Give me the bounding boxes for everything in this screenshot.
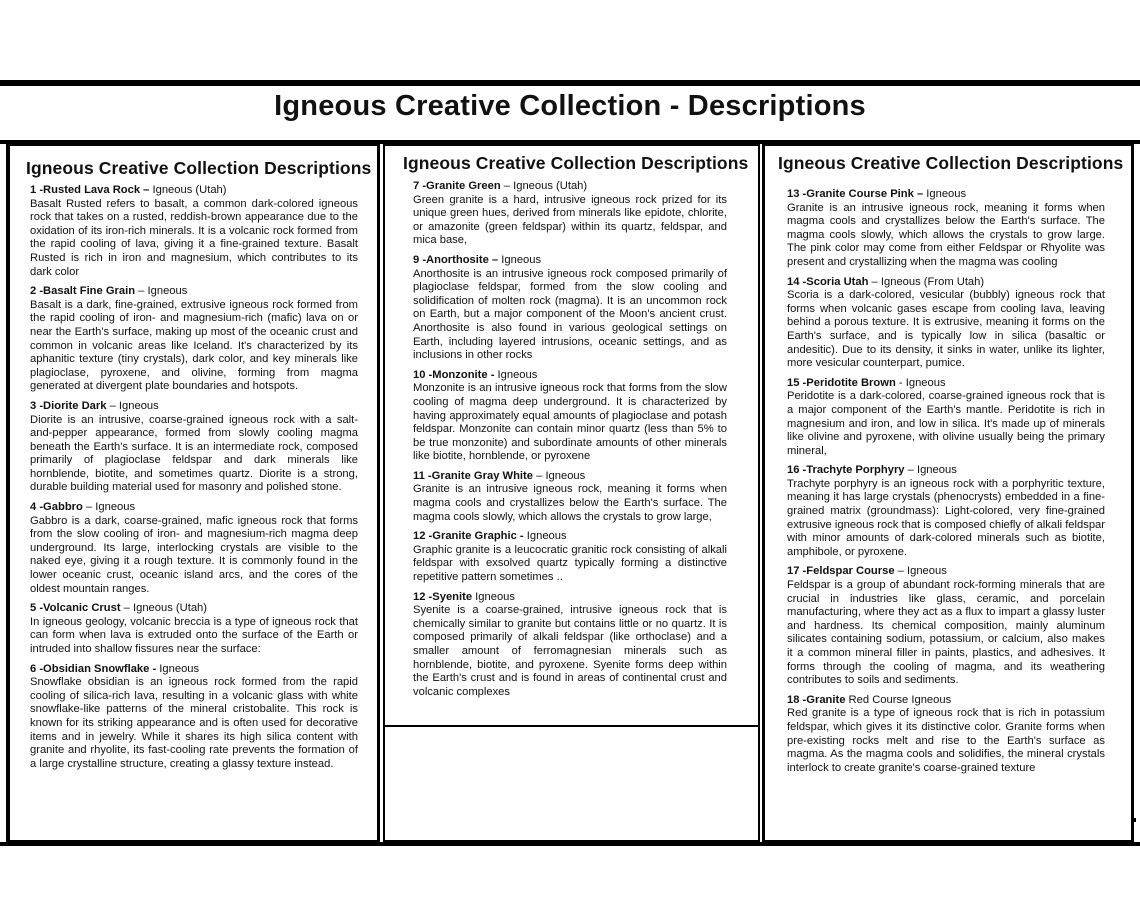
rock-entry — [787, 188, 1105, 270]
rock-description: In igneous geology, volcanic breccia is a type of igneous rock that can form when lava is extruded onto the surface of the Earth or intruded into shallow fissures near the surface: — [30, 615, 358, 655]
rock-name: 12 -Granite Graphic - — [413, 530, 524, 543]
rock-entry — [787, 694, 1105, 776]
rock-description: Gabbro is a dark, coarse-grained, mafic igneous rock that forms from the slow cooling of iron- and magnesium-rich magma deep underground. Its large, interlocking crystals are visible to the naked eye, giving it a rough texture. It is commonly found in the lower oceanic crust, oceanic island arcs, and the cores of the oldest mountain ranges. — [30, 514, 358, 595]
rock-name: 12 -Syenite — [413, 590, 473, 603]
rock-name: 6 -Obsidian Snowflake - — [30, 662, 157, 675]
rock-name: 14 -Scoria Utah — [787, 275, 869, 288]
entry-heading — [413, 591, 727, 605]
rock-description: Snowflake obsidian is an igneous rock formed from the rapid cooling of silica-rich lava, resulting in a volcanic glass with white snowflake-like patterns of the mineral cristobalite. This rock is known for its striking appearance and is often used for decorative items and in jewelry. While it shares its high silica content with granite and rhyolite, its fast-cooling rate prevents the formation of a large crystalline structure, creating a glassy texture instead. — [30, 676, 358, 770]
rock-origin: – Igneous — [904, 464, 957, 477]
rock-name: 5 -Volcanic Crust — [30, 602, 121, 615]
rock-entry — [787, 276, 1105, 371]
rock-origin: Igneous — [523, 530, 567, 543]
rock-description: Peridotite is a dark-colored, coarse-grained igneous rock that is a major component of the Earth's mantle. Peridotite is rich in magnesium and iron, and low in silica. It's made up of minerals like olivine and pyroxene, with olivine usually being the primary mineral, — [787, 390, 1105, 457]
entry-heading — [30, 285, 358, 299]
rock-origin: – Igneous (Utah) — [120, 602, 208, 615]
rock-description: Basalt Rusted refers to basalt, a common dark-colored igneous rock that takes on a rusted, reddish-brown appearance due to the oxidation of its iron-rich minerals. It is a volcanic rock formed from the rapid cooling of lava, giving it a fine-grained texture. Basalt Rusted is rich in iron and magnesium, which contributes to its dark color — [30, 197, 358, 278]
entry-heading — [30, 501, 358, 515]
top-rule — [0, 80, 1140, 86]
rock-entry — [787, 464, 1105, 559]
rock-entry — [413, 369, 727, 464]
entry-heading — [413, 369, 727, 383]
rock-name: 2 -Basalt Fine Grain — [30, 285, 136, 298]
entry-heading — [413, 530, 727, 544]
rock-name: 7 -Granite Green — [413, 180, 501, 192]
rock-name: 9 -Anorthosite – — [413, 253, 499, 266]
rock-name: 17 -Feldspar Course — [787, 565, 895, 578]
rock-origin: Red Course Igneous — [845, 693, 952, 706]
rock-entry — [413, 254, 727, 363]
rock-origin: Igneous — [156, 662, 200, 675]
entry-list — [413, 180, 727, 705]
rock-entry — [30, 285, 358, 394]
entry-heading — [787, 565, 1105, 579]
rock-description: Scoria is a dark-colored, vesicular (bubbly) igneous rock that forms when volcanic gases escape from cooling lava, leaving behind a porous texture. It is extrusive, meaning it forms on the Earth's surface, and is typically low in silica (basaltic or andesitic). Due to its density, it sinks in water, unlike its lighter, more vesicular counterpart, pumice. — [787, 289, 1105, 370]
rock-origin: - Igneous — [895, 376, 946, 389]
entry-heading — [413, 254, 727, 268]
rock-entry — [787, 377, 1105, 459]
rock-description: Syenite is a coarse-grained, intrusive igneous rock that is chemically similar to granite but contains little or no quartz. It is composed primarily of alkali feldspar (like orthoclase) and a smaller amount of ferromagnesian minerals such as hornblende, biotite, and pyroxene. Syenite forms deep within the Earth's crust and is found in areas of continental crust and volcanic complexes — [413, 604, 727, 698]
rock-entry — [30, 501, 358, 596]
rock-origin: – Igneous (From Utah) — [868, 275, 985, 288]
rock-origin: – Igneous — [82, 501, 136, 514]
entry-heading — [30, 602, 358, 616]
rock-description: Trachyte porphyry is an igneous rock with a porphyritic texture, meaning it has large crystals (phenocrysts) embedded in a fine-grained matrix (groundmass): Light-colored, very fine-grained extrusive igneous rock that is composed chiefly of alkali feldspar with minor amounts of dark-colored minerals such as biotite, amphibole, or pyroxene. — [787, 477, 1105, 558]
entry-heading — [30, 663, 358, 677]
rock-entry — [413, 470, 727, 524]
rock-name: 3 -Diorite Dark — [30, 399, 107, 412]
column-2-empty-box — [383, 727, 760, 842]
entry-heading — [787, 464, 1105, 478]
rock-entry — [30, 400, 358, 495]
rock-origin: Igneous — [472, 590, 515, 603]
rock-origin: – Igneous — [135, 285, 188, 298]
rock-name: 16 -Trachyte Porphyry — [787, 464, 905, 477]
entry-heading — [413, 470, 727, 484]
column-3 — [762, 144, 1134, 842]
rock-origin: Igneous (Utah) — [149, 184, 227, 196]
rock-description: Green granite is a hard, intrusive igneous rock prized for its unique green hues, derived from minerals like epidote, chlorite, or amazonite (green feldspar) within its quartz, feldspar, and mica base, — [413, 193, 727, 247]
entry-heading — [30, 184, 358, 198]
rock-description: Granite is an intrusive igneous rock, meaning it forms when magma cools and crystallizes below the Earth's surface. The magma cools slowly, which allows the crystals to grow large. The pink color may come from either Feldspar or Rhyolite was present and crystallizing when the magma was cooling — [787, 201, 1105, 268]
rock-origin: Igneous — [923, 188, 967, 200]
column-title: Igneous Creative Collection Descriptions — [403, 153, 749, 173]
rock-description: Red granite is a type of igneous rock that is rich in potassium feldspar, which gives it its distinctive color. Granite forms when pre-existing rocks melt and rise to the Earth's surface as magma. As the magma cools and solidifies, the mineral crystals interlock to create granite's coarse-grained texture — [787, 707, 1105, 774]
rock-origin: – Igneous (Utah) — [500, 180, 588, 192]
rock-entry — [413, 530, 727, 584]
rock-name: 10 -Monzonite - — [413, 368, 495, 381]
entry-list — [787, 188, 1105, 781]
rock-name: 11 -Granite Gray White — [413, 469, 533, 482]
entry-heading — [30, 400, 358, 414]
column-2 — [383, 144, 760, 727]
rock-name: 4 -Gabbro — [30, 501, 83, 514]
entry-heading — [787, 188, 1105, 202]
rock-origin: Igneous — [494, 368, 538, 381]
entry-heading — [413, 180, 727, 194]
column-1 — [6, 144, 380, 842]
rock-entry — [30, 602, 358, 656]
rock-description: Monzonite is an intrusive igneous rock that forms from the slow cooling of magma deep underground. It is characterized by having approximately equal amounts of plagioclase and potash feldspar. Monzonite can contain minor quartz (less than 5% to be true monzonite) and subordinate amounts of other minerals like biotite, hornblende, or pyroxene — [413, 382, 727, 463]
column-title: Igneous Creative Collection Descriptions — [26, 158, 372, 178]
rock-name: 18 -Granite — [787, 693, 846, 706]
corner-mark — [1132, 818, 1136, 822]
rock-origin: – Igneous — [894, 565, 947, 578]
entry-heading — [787, 276, 1105, 290]
rock-name: 1 -Rusted Lava Rock – — [30, 184, 150, 196]
rock-entry — [787, 565, 1105, 687]
rock-entry — [413, 591, 727, 700]
rock-name: 13 -Granite Course Pink – — [787, 188, 924, 200]
rock-description: Feldspar is a group of abundant rock-forming minerals that are crucial in industries like glass, ceramic, and porcelain manufacturing, where they act as a flux to impart a glassy luster and hardness. Its chemical composition, mainly aluminum silicates containing sodium, potassium, or calcium, also makes it a common mineral filler in paints, plastics, and adhesives. It forms through the cooling of magma, and its weathering contributes to soils and sediments. — [787, 579, 1105, 687]
rock-origin: Igneous — [498, 253, 542, 266]
entry-heading — [787, 694, 1105, 708]
rock-description: Graphic granite is a leucocratic granitic rock consisting of alkali feldspar with exsolved quartz typically forming a distinctive repetitive pattern sometimes .. — [413, 543, 727, 584]
page-title: Igneous Creative Collection - Descriptions — [274, 90, 866, 122]
rock-name: 15 -Peridotite Brown — [787, 376, 896, 389]
rock-entry — [30, 184, 358, 279]
column-title: Igneous Creative Collection Descriptions — [778, 153, 1124, 173]
rock-origin: – Igneous — [106, 399, 159, 412]
entry-heading — [787, 377, 1105, 391]
rock-description: Granite is an intrusive igneous rock, meaning it forms when magma cools and crystallizes below the Earth's surface. The magma cools slowly, which allows the crystals to grow large, — [413, 483, 727, 523]
rock-description: Anorthosite is an intrusive igneous rock composed primarily of plagioclase feldspar, formed from the slow cooling and solidification of molten rock (magma). It is an uncommon rock on Earth, but a major component of the Moon's ancient crust. Anorthosite is also found in various geological settings on Earth, including layered intrusions, oceanic settings, and as inclusions in other rocks — [413, 267, 727, 362]
rock-entry — [413, 180, 727, 248]
rock-description: Diorite is an intrusive, coarse-grained igneous rock with a salt-and-pepper appearance, formed from slowly cooling magma beneath the Earth's surface. It is an intermediate rock, composed primarily of plagioclase feldspar and dark minerals like hornblende, biotite, and sometimes quartz. Diorite is a strong, durable building material used for masonry and polished stone. — [30, 413, 358, 494]
rock-entry — [30, 663, 358, 772]
rock-origin: – Igneous — [533, 469, 586, 482]
entry-list — [30, 184, 358, 777]
rock-description: Basalt is a dark, fine-grained, extrusive igneous rock formed from the rapid cooling of iron- and magnesium-rich (mafic) lava on or near the Earth's surface, making up most of the oceanic crust and common in volcanic areas like Iceland. It's characterized by its aphanitic texture (tiny crystals), dark color, and key minerals like plagioclase, pyroxene, and olivine, forming from magma generated at divergent plate boundaries and hotspots. — [30, 298, 358, 393]
